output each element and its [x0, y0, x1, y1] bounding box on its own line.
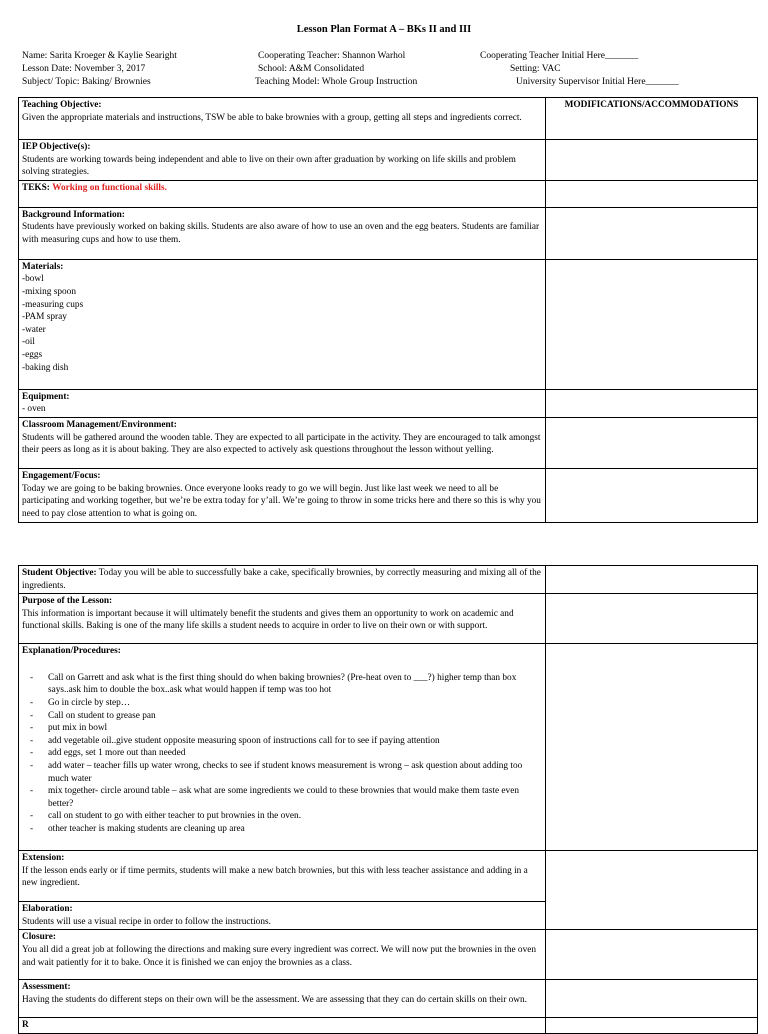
- header-school: School: A&M Consolidated: [258, 64, 365, 74]
- classroom-management-label: Classroom Management/Environment:: [22, 419, 177, 430]
- closure-label: Closure:: [22, 932, 56, 943]
- modifications-cell: [546, 468, 758, 522]
- elaboration-label: Elaboration:: [22, 904, 73, 915]
- list-item: -oil: [22, 337, 35, 348]
- modifications-cell: [546, 1018, 758, 1034]
- list-item: - add water – teacher fills up water wrong, checks to see if student knows measurement is wrong – ask question about adding too much water: [48, 760, 542, 785]
- materials-cell: [19, 259, 546, 389]
- list-item: - add eggs, set 1 more out than needed: [48, 747, 542, 760]
- header-supervisor-initial: University Supervisor Initial Here_______: [516, 77, 679, 87]
- list-item: -measuring cups: [22, 299, 84, 310]
- modifications-cell: [546, 389, 758, 417]
- list-item: - other teacher is making students are cleaning up area: [48, 823, 542, 836]
- header-teaching-model: Teaching Model: Whole Group Instruction: [255, 77, 418, 87]
- engagement-label: Engagement/Focus:: [22, 470, 101, 481]
- modifications-cell: [546, 140, 758, 181]
- list-item: -eggs: [22, 349, 43, 360]
- list-item: -baking dish: [22, 362, 69, 373]
- equipment-text: - oven: [22, 404, 46, 415]
- page-title: Lesson Plan Format A – BKs II and III: [296, 24, 472, 35]
- header-cooperating-teacher: Cooperating Teacher: Shannon Warhol: [258, 51, 406, 61]
- header-subject: Subject/ Topic: Baking/ Brownies: [22, 77, 151, 87]
- modifications-cell: [546, 180, 758, 207]
- materials-list: [22, 273, 542, 374]
- list-item: -mixing spoon: [22, 286, 76, 297]
- extension-text: If the lesson ends early or if time permits, students will make a new batch brownies, but this with less teacher assistance and adding in a new ingredient.: [22, 865, 528, 889]
- procedures-label: Explanation/Procedures:: [22, 646, 121, 657]
- next-section-label: R: [22, 1020, 29, 1031]
- equipment-cell: [19, 389, 546, 417]
- closure-cell: [19, 930, 546, 980]
- modifications-cell: [546, 417, 758, 468]
- header-coop-initial: Cooperating Teacher Initial Here_______: [480, 51, 639, 61]
- student-objective-text: Today you will be able to successfully bake a cake, specifically brownies, by correctly measuring and mixing all of the ingredients.: [22, 568, 541, 591]
- student-objective-label: Student Objective:: [22, 568, 97, 578]
- modifications-cell: [546, 207, 758, 259]
- teks-cell: [19, 180, 546, 207]
- modifications-cell: [546, 259, 758, 389]
- purpose-text: This information is important because it will ultimately benefit the students and gives them an opportunity to work on academic and functional skills. Baking is one of the many life skills a student needs to acquire in order to live on their own or with support.: [22, 608, 514, 632]
- student-objective-cell: [19, 566, 546, 594]
- background-label: Background Information:: [22, 209, 125, 220]
- assessment-text: Having the students do different steps on their own will be the assessment. We are assessing that they can do certain skills on their own.: [22, 994, 527, 1005]
- lesson-table-2: [18, 565, 758, 1034]
- teaching-objective-cell: [19, 98, 546, 140]
- list-item: -water: [22, 324, 46, 335]
- teks-text: Working on functional skills.: [52, 182, 167, 193]
- classroom-management-cell: [19, 417, 546, 468]
- engagement-text: Today we are going to be baking brownies. Once everyone looks ready to go we will begin. Just like last week we need to all be participating and working together, but we’re be extra today for y’all. We’re going to throw in some tricks here and there so this is why you need to pay close attention to what is going on.: [22, 483, 541, 519]
- iep-objective-label: IEP Objective(s):: [22, 142, 91, 152]
- modifications-cell: [546, 566, 758, 594]
- modifications-cell: [546, 851, 758, 930]
- list-item: - Go in circle by step…: [48, 697, 542, 710]
- elaboration-text: Students will use a visual recipe in order to follow the instructions.: [22, 916, 271, 927]
- list-item: - call on student to go with either teacher to put brownies in the oven.: [48, 810, 542, 823]
- lesson-table-1: [18, 97, 758, 523]
- header-lesson-date: Lesson Date: November 3, 2017: [22, 64, 146, 74]
- iep-objective-cell: [19, 140, 546, 181]
- modifications-header: MODIFICATIONS/ACCOMMODATIONS: [546, 98, 758, 140]
- modifications-cell: [546, 980, 758, 1018]
- assessment-label: Assessment:: [22, 982, 71, 993]
- teaching-objective-text: Given the appropriate materials and instructions, TSW be able to bake brownies with a group, getting all steps and ingredients correct.: [22, 112, 522, 123]
- iep-objective-text: Students are working towards being independent and able to live on their own after graduation by working on life skills and problem solving strategies.: [22, 154, 516, 178]
- list-item: - Call on student to grease pan: [48, 710, 542, 723]
- list-item: -PAM spray: [22, 312, 67, 323]
- purpose-label: Purpose of the Lesson:: [22, 596, 113, 607]
- classroom-management-text: Students will be gathered around the wooden table. They are expected to all participate in the activity. They are encouraged to talk amongst their peers as long as it is about baking. They are also expected to actively ask questions throughout the lesson without yelling.: [22, 432, 541, 456]
- next-section-cell: [19, 1018, 546, 1034]
- background-cell: [19, 207, 546, 259]
- header-name: Name: Sarita Kroeger & Kaylie Searight: [22, 51, 177, 61]
- modifications-cell: [546, 930, 758, 980]
- materials-label: Materials:: [22, 261, 64, 272]
- engagement-cell: [19, 468, 546, 522]
- assessment-cell: [19, 980, 546, 1018]
- background-text: Students have previously worked on baking skills. Students are also aware of how to use an oven and the egg beaters. Students are familiar with measuring cups and how to use them.: [22, 222, 540, 245]
- teaching-objective-label: Teaching Objective:: [22, 100, 102, 110]
- list-item: - add vegetable oil..give student opposite measuring spoon of instructions call for to see if paying attention: [48, 735, 542, 748]
- modifications-cell: [546, 644, 758, 851]
- procedures-list: [22, 672, 542, 836]
- closure-text: You all did a great job at following the directions and making sure every ingredient was correct. We will now put the brownies in the oven and wait patiently for it to bake. Once it is finished we can enjoy the brownies as a class.: [22, 944, 536, 968]
- extension-label: Extension:: [22, 853, 65, 864]
- list-item: - mix together- circle around table – ask what are some ingredients we could to these brownies that would make them taste even better?: [48, 785, 542, 810]
- list-item: - Call on Garrett and ask what is the first thing should do when baking brownies? (Pre-heat oven to ___?) higher temp than box says..ask him to double the box..ask what would happen if temp was too hot: [48, 672, 542, 697]
- list-item: -bowl: [22, 274, 44, 285]
- procedures-cell: [19, 644, 546, 851]
- teks-label: TEKS:: [22, 182, 50, 193]
- list-item: - put mix in bowl: [48, 722, 542, 735]
- purpose-cell: [19, 594, 546, 644]
- extension-cell: [19, 851, 546, 902]
- elaboration-cell: [19, 902, 546, 930]
- modifications-cell: [546, 594, 758, 644]
- header-setting: Setting: VAC: [510, 64, 561, 74]
- equipment-label: Equipment:: [22, 391, 70, 402]
